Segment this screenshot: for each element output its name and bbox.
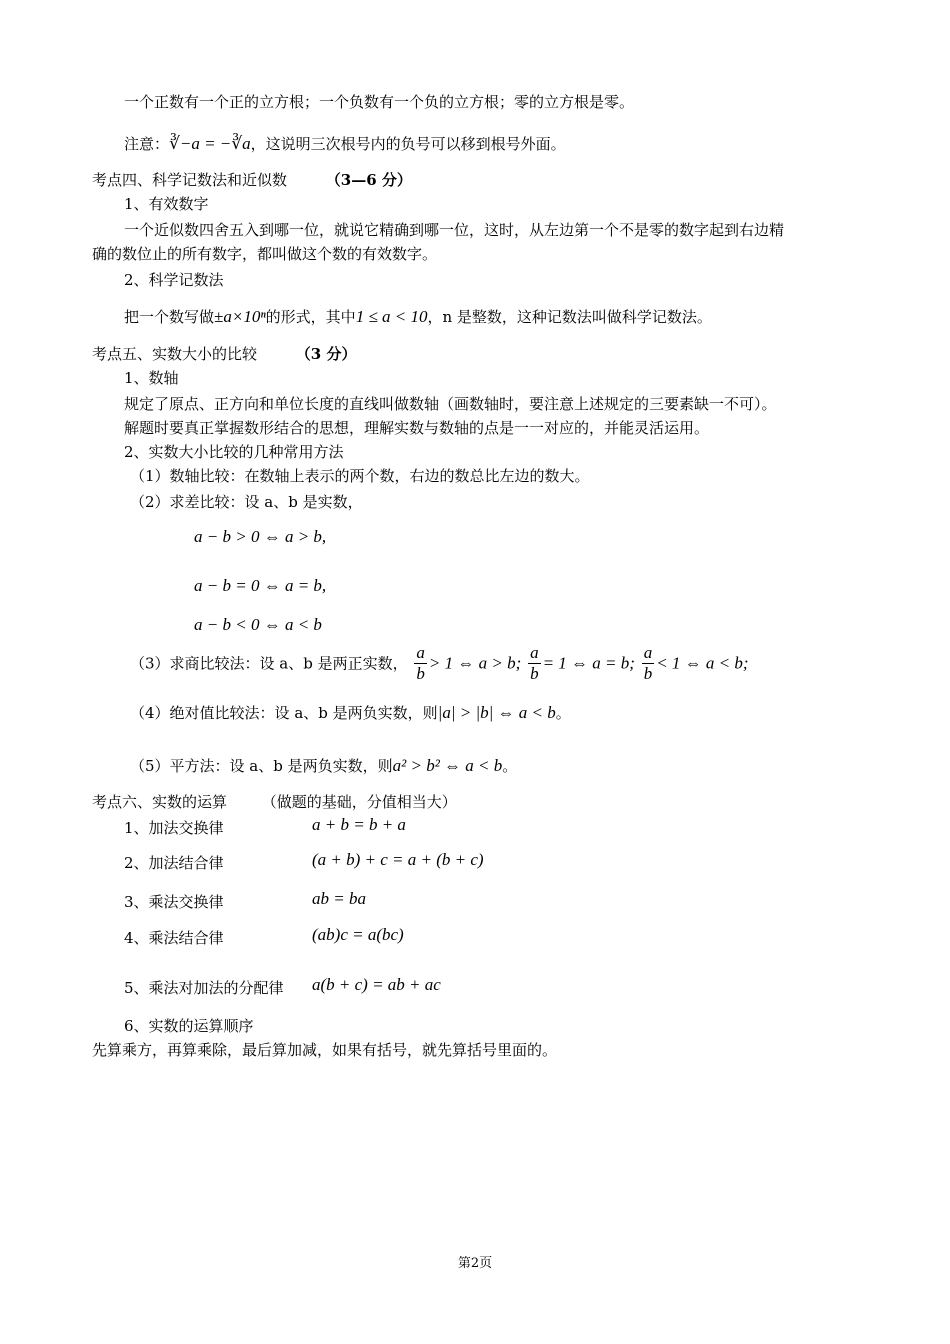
fraction-a-over-b: $\frac{a}{b}$ [416, 643, 425, 683]
method2: （2）求差比较：设 a、b 是实数， [130, 493, 363, 511]
section4-item2-title: 2、科学记数法 [124, 271, 224, 289]
method4-suffix: 。 [555, 704, 571, 722]
section6-note: （做题的基础，分值相当大） [261, 793, 457, 811]
section4-item1-title: 1、有效数字 [124, 195, 209, 213]
method5-prefix: （5）平方法：设 a、b 是两负实数，则 [130, 757, 393, 775]
method5-suffix: 。 [502, 757, 518, 775]
method4-prefix: （4）绝对值比较法：设 a、b 是两负实数，则 [130, 704, 438, 722]
section4-item1-text1: 一个近似数四舍五入到哪一位，就说它精确到哪一位，这时，从左边第一个不是零的数字起到右边精 [124, 221, 785, 239]
fraction-a-over-b: $\frac{a}{b}$ [643, 643, 653, 683]
section4-score: （3—6 分） [325, 171, 412, 189]
section5-title-line [92, 344, 356, 364]
section5-score: （3 分） [295, 345, 357, 363]
fraction-a-over-b: $\frac{a}{b}$ [530, 643, 539, 683]
diff-eq2: a − b = 0 ⇔ a = b, [194, 576, 327, 595]
note-prefix: 注意： [124, 135, 170, 153]
law-formula: (a + b) + c = a + (b + c) [312, 850, 484, 869]
page-number: 第2页 [457, 1256, 493, 1271]
sci-range: 1 ≤ a < 10 [355, 307, 428, 326]
method1: （1）数轴比较：在数轴上表示的两个数，右边的数总比左边的数大。 [130, 467, 590, 485]
law-formula: (ab)c = a(bc) [312, 925, 404, 944]
sci-formula: ±a×10ⁿ [214, 307, 266, 326]
note-line [124, 134, 566, 154]
law-name: 5、乘法对加法的分配律 [124, 979, 284, 997]
method5-formula: a² > b² ⇔ a < b [392, 756, 503, 775]
section4-item1-text2: 确的数位止的所有数字，都叫做这个数的有效数字。 [92, 245, 438, 263]
section6-item6-text: 先算乘方，再算乘除，最后算加减，如果有括号，就先算括号里面的。 [92, 1041, 558, 1059]
section5-item1-text1: 规定了原点、正方向和单位长度的直线叫做数轴（画数轴时，要注意上述规定的三要素缺一不可）。 [124, 395, 777, 413]
diff-eq3: a − b < 0 ⇔ a < b [194, 615, 322, 634]
law-name: 3、乘法交换律 [124, 893, 224, 911]
method3 [130, 643, 749, 684]
law-formula: a(b + c) = ab + ac [312, 975, 441, 994]
law-formula: a + b = b + a [312, 815, 406, 834]
section6-title: 考点六、实数的运算 [92, 793, 228, 811]
section4-title-line [92, 170, 412, 190]
cube-root-text: 一个正数有一个正的立方根；一个负数有一个负的立方根；零的立方根是零。 [124, 93, 635, 111]
section6-item6-title: 6、实数的运算顺序 [124, 1017, 254, 1035]
quotient-r3: < 1 ⇔ a < b; [656, 653, 749, 673]
method4-formula: |a| > |b| ⇔ a < b [437, 703, 556, 722]
law-formula: ab = ba [312, 889, 366, 908]
method4 [130, 703, 571, 723]
sci-prefix: 把一个数写做 [124, 308, 215, 326]
law-name: 4、乘法结合律 [124, 929, 224, 947]
law-name: 2、加法结合律 [124, 854, 224, 872]
section6-title-line [92, 792, 457, 812]
section5-item1-title: 1、数轴 [124, 369, 179, 387]
note-suffix: ，这说明三次根号内的负号可以移到根号外面。 [250, 135, 566, 153]
section4-title: 考点四、科学记数法和近似数 [92, 171, 288, 189]
section5-item2-title: 2、实数大小比较的几种常用方法 [124, 443, 344, 461]
method3-prefix: （3）求商比较法：设 a、b 是两正实数， [130, 654, 408, 673]
law-name: 1、加法交换律 [124, 819, 224, 837]
sci-notation-line [124, 307, 712, 327]
quotient-r1: > 1 ⇔ a > b; [428, 653, 522, 673]
quotient-r2: = 1 ⇔ a = b; [542, 653, 635, 673]
section5-item1-text2: 解题时要真正掌握数形结合的思想，理解实数与数轴的点是一一对应的，并能灵活运用。 [124, 419, 710, 437]
method5 [130, 756, 517, 776]
diff-eq1: a − b > 0 ⇔ a > b, [194, 527, 327, 546]
sci-middle: 的形式，其中 [265, 308, 356, 326]
sci-suffix: ，n 是整数，这种记数法叫做科学记数法。 [427, 308, 712, 326]
note-formula: ∛−a = −∛a [169, 134, 251, 153]
section5-title: 考点五、实数大小的比较 [92, 345, 258, 363]
